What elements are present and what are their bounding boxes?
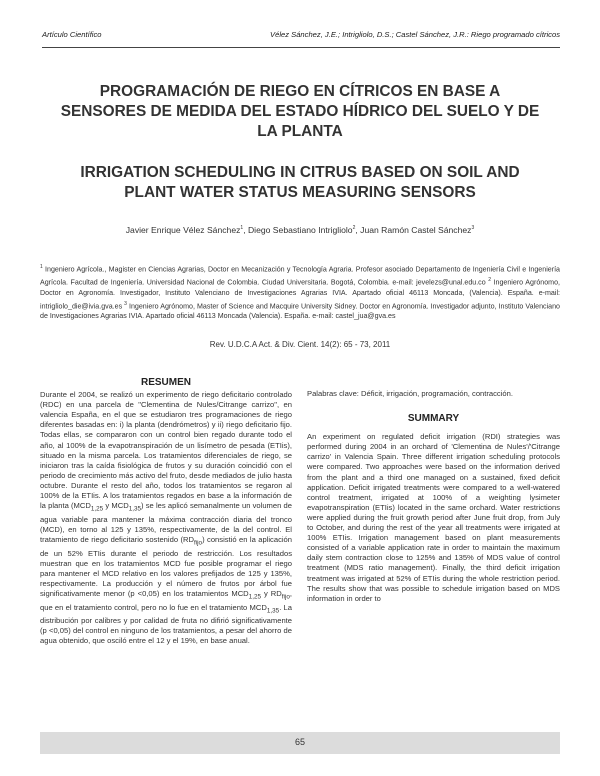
affil-3: Ingeniero Agrónomo, Master of Science and Macquire University Sidney. Doctor en Agronomía. Investigador adjunto, Instituto Valenciano de Investigaciones Agrarias IVIA. Apartado oficial 46113 Moncada (Valencia). España. e-mail: castel_jua@gva.es: [40, 301, 560, 321]
subscript: 1,25: [248, 593, 261, 601]
affil-3-marker: 3: [124, 300, 127, 307]
author-3-marker: 3: [471, 225, 475, 232]
subscript: 1,25: [90, 505, 104, 513]
resumen-column: [40, 378, 292, 646]
subscript: fijo: [193, 539, 203, 547]
affiliations: [40, 262, 560, 322]
header-rule: [42, 47, 560, 48]
summary-paragraph: An experiment on regulated deficit irrigation (RDI) strategies was performed during 2004 in an orchard of 'Clementina de Nules'/'Citrange carrizo' in Valencia Spain. Three different irrigation scheduling protocols were compared. Two approaches were based on the information derived from the plant and a third one managed on a sustained, fixed deficit application. Deficit irrigated treatments were compared to a well-watered control treatment, irrigated at 100% of a weighting lysimeter evapotranspiration (ETIis) located in the same orchard. Water restrictions were applied during the fruit growth period after June fruit drop, from July to October, and during the rest of the year all treatments were irrigated at 100% ETIis. Irrigation management based on plant measurements consisted of a variable application rate in order to maintain the maximum daily stem contraction close to 125% and 135% of MDS value of control treatment (MDS ratio management). Finally, the third deficit irrigation treatment was irrigated at 52% of ETIis during the whole restriction period. The results show that was possible to schedule irrigation based on MDS information in order to: [307, 432, 560, 603]
subscript: 1,35: [128, 505, 142, 513]
page-footer: [40, 732, 560, 754]
author-2-marker: 2: [352, 225, 356, 232]
author-2: Diego Sebastiano Intrigliolo: [247, 225, 353, 235]
affil-1: Ingeniero Agrícola., Magister en Ciencias Agrarias, Doctor en Mecanización y Tecnología Agraria. Profesor asociado Departamento de Ingeniería Civil e Ingeniería Agrícola. Facultad de Ingeniería. Universidad Nacional de Colombia. Ciudad Universitaria. Bogotá, Colombia. e-mail: jevelezs@unal.edu.co: [40, 265, 560, 287]
summary-heading: SUMMARY: [407, 413, 460, 425]
author-separator: ,: [355, 225, 361, 235]
running-header: [42, 30, 560, 44]
author-3: Juan Ramón Castel Sánchez: [360, 225, 472, 235]
running-authors: Vélez Sánchez, J.E.; Intrigliolo, D.S.; Castel Sánchez, J.R.: Riego programado cítricos: [270, 30, 560, 39]
citation: Rev. U.D.C.A Act. & Div. Cient. 14(2): 65 - 73, 2011: [209, 340, 391, 349]
resumen-heading: RESUMEN: [140, 377, 191, 388]
resumen-text: y RD: [261, 588, 282, 598]
resumen-text: ) se les aplicó semanalmente un volumen de agua variable para mantener la máxima contracción diaria del tronco (MCD), en torno al 125 y 135%, respectivamente, de la del control. El tratamiento de riego deficitario sostenido (RD: [40, 501, 292, 544]
resumen-text: . La distribución por calibres y por calidad de fruta no difirió significativamente (p <0,05) del control en ninguno de los tratamientos, a pesar del ahorro de agua obtenido, que osciló entre el 12 y el 19%, en base anual.: [40, 602, 293, 646]
subscript: 1,35: [266, 607, 280, 615]
affil-2-marker: 2: [488, 276, 491, 283]
author-separator: ,: [243, 225, 248, 235]
resumen-text: y MCD: [103, 501, 129, 511]
subscript: fijo: [281, 593, 290, 601]
article-type: Artículo Científico: [42, 30, 102, 39]
affil-1-marker: 1: [40, 264, 43, 270]
resumen-text: ) consistió en la aplicación de un 52% ETIis durante el periodo de restricción. Los resultados muestran que en los tratamientos MCD fue posible programar el riego para mantener el MCD relativo en los valores prefijados de 125 y 135%, respectivamente. La producción y el número de frutos por árbol fue significativamente menor (p <0,05) en los tratamientos MCD: [40, 534, 292, 598]
resumen-paragraph: [40, 390, 292, 646]
author-1: Javier Enrique Vélez Sánchez: [125, 225, 241, 235]
affil-2: Ingeniero Agrónomo, Doctor en Agronomía. Investigador, Instituto Valenciano de Investigaciones Agrarias IVIA. Apartado oficial 46113 Moncada, (Valencia). España. e-mail: intrigliolo_die@ivia.gva.es: [40, 278, 560, 310]
resumen-text: , que en el tratamiento control, pero no lo fue en el tratamiento MCD: [40, 588, 292, 612]
summary-column: [307, 378, 560, 604]
title-spanish: PROGRAMACIÓN DE RIEGO EN CÍTRICOS EN BASE A SENSORES DE MEDIDA DEL ESTADO HÍDRICO DEL SUELO Y DE LA PLANTA: [60, 83, 540, 140]
resumen-text: Durante el 2004, se realizó un experimento de riego deficitario controlado (RDC) en una parcela de "Clementina de Nules/Citrange carrizo", en valencia España, en el que se estudiaron tres programaciones de riego diferentes basadas en: i) la planta (dendrómetros) y ii) riego deficitario fijo. Todas ellas, se compararon con un control bien regado durante todo el año, al 100% de la evapotranspiración de un lisímetro de pesada (ETIis), situado en la misma parcela. Los tratamientos diferenciales de riego, se iniciaron tras la caída fisiológica de frutos y su duración coincidió con el periodo de crecimiento más activo del fruto, desde mediados de julio hasta octubre. Durante el resto del año, todos los tratamientos se regaron al 100% de la ETIis. A los tratamientos regados en base a la información de la planta (MCD: [40, 390, 292, 511]
author-list: [40, 225, 560, 235]
page-number: 65: [294, 737, 305, 747]
keywords: Palabras clave: Déficit, irrigación, programación, contracción.: [307, 389, 513, 398]
author-1-marker: 1: [240, 225, 244, 232]
title-english: IRRIGATION SCHEDULING IN CITRUS BASED ON SOIL AND PLANT WATER STATUS MEASURING SENSORS: [80, 164, 520, 201]
